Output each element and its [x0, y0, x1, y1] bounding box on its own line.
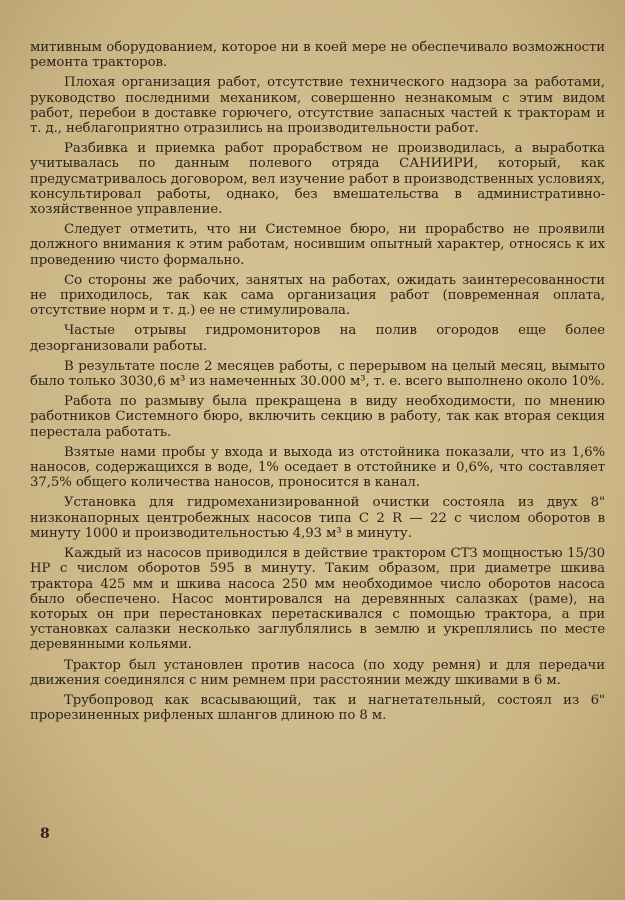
page-number: 8: [40, 826, 50, 842]
paragraph: Трубопровод как всасывающий, так и нагнетательный, состоял из 6" прорезиненных рифленых шлангов длиною по 8 м.: [30, 692, 605, 724]
paragraph: Работа по размыву была прекращена в виду необходимости, по мнению работников Системного бюро, включить секцию в работу, так как вторая секция перестала работать.: [30, 394, 605, 440]
paragraph: В результате после 2 месяцев работы, с перерывом на целый месяц, вымыто было только 3030,6 м³ из намеченных 30.000 м³, т. е. всего выполнено около 10%.: [30, 358, 605, 390]
paragraph: Взятые нами пробы у входа и выхода из отстойника показали, что из 1,6% наносов, содержащихся в воде, 1% оседает в отстойнике и 0,6%, что составляет 37,5% общего количества наносов, проносится в канал.: [30, 444, 605, 491]
paragraph: Установка для гидромеханизированной очистки состояла из двух 8" низконапорных центробежных насосов типа С 2 R — 22 с числом оборотов в минуту 1000 и производительностью 4,93 м³ в минуту.: [30, 495, 605, 541]
paragraph: Частые отрывы гидромониторов на полив огородов еще более дезорганизовали работы.: [30, 323, 605, 354]
paragraph: Следует отметить, что ни Системное бюро, ни прорабство не проявили должного внимания к этим работам, носившим опытный характер, относясь к их проведению чисто формально.: [30, 222, 605, 268]
paragraph: Разбивка и приемка работ прорабством не производилась, а выработка учитывалась по данным полевого отряда САНИИРИ, который, как предусматривалось договором, вел изучение работ в производственных условиях, консультировал работы, однако, без вмешательства в административно-хозяйственное управление.: [30, 141, 605, 218]
paragraph: Каждый из насосов приводился в действие трактором СТЗ мощностью 15/30 HP с числом оборотов 595 в минуту. Таким образом, при диаметре шкива трактора 425 мм и шкива насоса 250 мм необходимое число оборотов насоса было обеспечено. Насос монтировался на деревянных салазках (раме), на которых он при перестановках перетаскивался с помощью трактора, а при установках салазки несколько заглублялись в землю и укреплялись по месте деревянными кольями.: [30, 546, 605, 653]
page-body: [30, 40, 605, 728]
paragraph-continuation: митивным оборудованием, которое ни в коей мере не обеспечивало возможности ремонта тракторов.: [30, 40, 605, 71]
paragraph: Трактор был установлен против насоса (по ходу ремня) и для передачи движения соединялся с ним ремнем при расстоянии между шкивами в 6 м.: [30, 657, 605, 688]
paragraph: Со стороны же рабочих, занятых на работах, ожидать заинтересованности не приходилось, так как сама организация работ (повременная оплата, отсутствие норм и т. д.) ее не стимулировала.: [30, 272, 605, 319]
paragraph: Плохая организация работ, отсутствие технического надзора за работами, руководство последними механиком, совершенно незнакомым с этим видом работ, перебои в доставке горючего, отсутствие запасных частей к тракторам и т. д., неблагоприятно отразились на производительности работ.: [30, 75, 605, 137]
